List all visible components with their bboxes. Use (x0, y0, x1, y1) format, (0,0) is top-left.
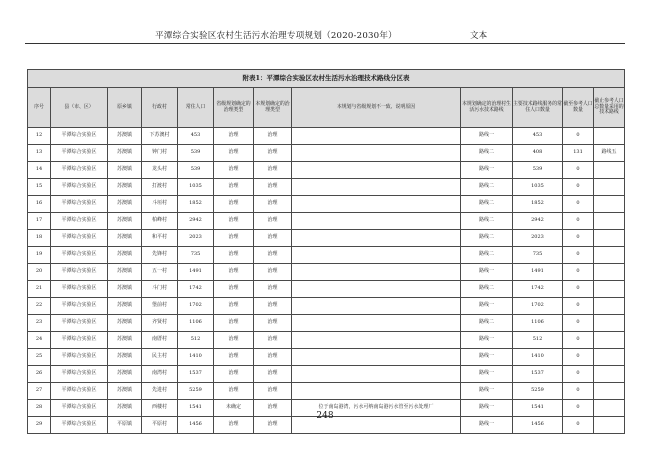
cell-population: 2023 (178, 230, 214, 247)
cell-reference-route (594, 230, 625, 247)
cell-reason (292, 179, 461, 196)
cell-served-population: 2023 (513, 230, 563, 247)
cell-village: 打渡村 (142, 179, 178, 196)
technical-route-table (27, 69, 625, 434)
cell-reason (292, 162, 461, 179)
cell-township: 苏澳镇 (108, 247, 142, 264)
cell-served-population: 1742 (513, 281, 563, 298)
cell-township: 苏澳镇 (108, 179, 142, 196)
table-row (28, 281, 625, 298)
cell-population: 539 (178, 162, 214, 179)
cell-reference-route (594, 298, 625, 315)
cell-plan-type: 治理 (254, 366, 292, 383)
table-row (28, 298, 625, 315)
cell-plan-type: 治理 (254, 298, 292, 315)
cell-county: 平潭综合实验区 (51, 213, 108, 230)
cell-county: 平潭综合实验区 (51, 264, 108, 281)
cell-served-population: 408 (513, 145, 563, 162)
cell-population: 1035 (178, 179, 214, 196)
cell-township: 苏澳镇 (108, 162, 142, 179)
cell-reference-route (594, 196, 625, 213)
cell-village: 斗门村 (142, 281, 178, 298)
cell-population: 512 (178, 332, 214, 349)
cell-served-population: 1852 (513, 196, 563, 213)
cell-village: 堡前村 (142, 298, 178, 315)
cell-village: 齐贤村 (142, 315, 178, 332)
cell-township: 苏澳镇 (108, 230, 142, 247)
cell-route: 路线一 (461, 400, 513, 417)
cell-reference-population: 0 (563, 298, 594, 315)
cell-served-population: 1541 (513, 400, 563, 417)
cell-route: 路线一 (461, 349, 513, 366)
cell-village: 西楼村 (142, 400, 178, 417)
cell-township: 苏澳镇 (108, 366, 142, 383)
cell-route: 路线一 (461, 162, 513, 179)
cell-route: 路线二 (461, 179, 513, 196)
cell-reference-population: 0 (563, 264, 594, 281)
cell-plan-type: 治理 (254, 213, 292, 230)
cell-index: 21 (28, 281, 51, 298)
cell-township: 苏澳镇 (108, 145, 142, 162)
cell-index: 16 (28, 196, 51, 213)
cell-county: 平潭综合实验区 (51, 128, 108, 145)
table-row (28, 196, 625, 213)
cell-village: 民主村 (142, 349, 178, 366)
cell-township: 苏澳镇 (108, 213, 142, 230)
cell-index: 27 (28, 383, 51, 400)
cell-provincial-type: 未确定 (214, 400, 254, 417)
document-header-label: 文本 (470, 31, 488, 41)
cell-reference-route (594, 366, 625, 383)
cell-reason (292, 230, 461, 247)
cell-village: 斗垣村 (142, 196, 178, 213)
cell-route: 路线一 (461, 128, 513, 145)
table-row (28, 213, 625, 230)
cell-county: 平潭综合实验区 (51, 196, 108, 213)
cell-county: 平潭综合实验区 (51, 400, 108, 417)
cell-population: 5259 (178, 383, 214, 400)
cell-reason (292, 196, 461, 213)
cell-index: 13 (28, 145, 51, 162)
cell-route: 路线一 (461, 383, 513, 400)
cell-population: 1491 (178, 264, 214, 281)
cell-reason (292, 128, 461, 145)
col-header-plan-type: 本规划确定的治理类型 (254, 88, 292, 128)
cell-county: 平潭综合实验区 (51, 366, 108, 383)
cell-reference-population: 0 (563, 417, 594, 434)
cell-index: 23 (28, 315, 51, 332)
table-row (28, 383, 625, 400)
cell-village: 南厝村 (142, 332, 178, 349)
cell-route: 路线一 (461, 264, 513, 281)
table-row (28, 162, 625, 179)
cell-provincial-type: 治理 (214, 315, 254, 332)
cell-index: 14 (28, 162, 51, 179)
cell-served-population: 453 (513, 128, 563, 145)
cell-provincial-type: 治理 (214, 349, 254, 366)
cell-village: 柏峰村 (142, 213, 178, 230)
cell-village: 下苏澳村 (142, 128, 178, 145)
cell-reference-route (594, 349, 625, 366)
cell-plan-type: 治理 (254, 196, 292, 213)
col-header-route: 本规划确定的治理村生活污水技术路线 (461, 88, 513, 128)
cell-reason (292, 247, 461, 264)
cell-population: 1541 (178, 400, 214, 417)
cell-population: 1410 (178, 349, 214, 366)
cell-reason (292, 315, 461, 332)
cell-reference-population: 0 (563, 383, 594, 400)
cell-served-population: 1106 (513, 315, 563, 332)
cell-county: 平潭综合实验区 (51, 179, 108, 196)
cell-reference-population: 0 (563, 128, 594, 145)
cell-village: 和平村 (142, 230, 178, 247)
cell-population: 1537 (178, 366, 214, 383)
cell-township: 苏澳镇 (108, 128, 142, 145)
cell-county: 平潭综合实验区 (51, 349, 108, 366)
cell-plan-type: 治理 (254, 247, 292, 264)
cell-plan-type: 治理 (254, 145, 292, 162)
cell-population: 1702 (178, 298, 214, 315)
cell-reference-population: 0 (563, 162, 594, 179)
cell-plan-type: 治理 (254, 400, 292, 417)
cell-reference-population: 0 (563, 400, 594, 417)
document-header-title: 平潭综合实验区农村生活污水治理专项规划（2020-2030年） (155, 31, 397, 41)
cell-index: 17 (28, 213, 51, 230)
cell-township: 苏澳镇 (108, 400, 142, 417)
cell-reference-population: 0 (563, 196, 594, 213)
cell-provincial-type: 治理 (214, 383, 254, 400)
col-header-population: 常住人口 (178, 88, 214, 128)
header-rule (25, 43, 625, 44)
table-row (28, 247, 625, 264)
cell-plan-type: 治理 (254, 349, 292, 366)
cell-provincial-type: 治理 (214, 281, 254, 298)
cell-served-population: 735 (513, 247, 563, 264)
cell-county: 平潭综合实验区 (51, 315, 108, 332)
cell-index: 20 (28, 264, 51, 281)
cell-reference-population: 0 (563, 281, 594, 298)
cell-reference-population: 131 (563, 145, 594, 162)
cell-route: 路线一 (461, 417, 513, 434)
cell-provincial-type: 治理 (214, 145, 254, 162)
cell-served-population: 1491 (513, 264, 563, 281)
cell-route: 路线二 (461, 247, 513, 264)
cell-route: 路线二 (461, 196, 513, 213)
cell-reference-route (594, 383, 625, 400)
table-row (28, 366, 625, 383)
cell-village: 平原村 (142, 417, 178, 434)
cell-provincial-type: 治理 (214, 128, 254, 145)
cell-reference-route (594, 247, 625, 264)
cell-township: 苏澳镇 (108, 315, 142, 332)
cell-provincial-type: 治理 (214, 179, 254, 196)
cell-county: 平潭综合实验区 (51, 332, 108, 349)
cell-provincial-type: 治理 (214, 417, 254, 434)
col-header-provincial-type: 省级规划确定的治理类型 (214, 88, 254, 128)
col-header-reason: 本规划与省级规划不一致、说明原因 (292, 88, 461, 128)
cell-reference-population: 0 (563, 247, 594, 264)
table-row (28, 230, 625, 247)
cell-provincial-type: 治理 (214, 247, 254, 264)
cell-population: 453 (178, 128, 214, 145)
cell-reference-population: 0 (563, 315, 594, 332)
cell-population: 735 (178, 247, 214, 264)
cell-reference-population: 0 (563, 230, 594, 247)
cell-reference-route: 路线五 (594, 145, 625, 162)
cell-served-population: 1456 (513, 417, 563, 434)
cell-township: 苏澳镇 (108, 196, 142, 213)
cell-provincial-type: 治理 (214, 213, 254, 230)
cell-index: 24 (28, 332, 51, 349)
cell-index: 19 (28, 247, 51, 264)
cell-reason (292, 383, 461, 400)
cell-township: 苏澳镇 (108, 349, 142, 366)
cell-population: 1742 (178, 281, 214, 298)
table-row (28, 332, 625, 349)
cell-county: 平潭综合实验区 (51, 281, 108, 298)
cell-population: 2942 (178, 213, 214, 230)
cell-village: 五一村 (142, 264, 178, 281)
cell-reference-route (594, 128, 625, 145)
cell-village: 南湾村 (142, 366, 178, 383)
col-header-index: 序号 (28, 88, 51, 128)
cell-reference-route (594, 281, 625, 298)
cell-plan-type: 治理 (254, 264, 292, 281)
cell-served-population: 539 (513, 162, 563, 179)
cell-served-population: 1035 (513, 179, 563, 196)
cell-plan-type: 治理 (254, 128, 292, 145)
cell-reason (292, 349, 461, 366)
cell-route: 路线二 (461, 213, 513, 230)
cell-route: 路线一 (461, 366, 513, 383)
cell-plan-type: 治理 (254, 417, 292, 434)
cell-reference-route (594, 179, 625, 196)
cell-served-population: 2942 (513, 213, 563, 230)
cell-provincial-type: 治理 (214, 264, 254, 281)
cell-reference-population: 0 (563, 213, 594, 230)
cell-population: 539 (178, 145, 214, 162)
cell-reference-route (594, 315, 625, 332)
col-header-served-population: 主要技术路线服务的常住人口数量 (513, 88, 563, 128)
page-number: 248 (316, 411, 334, 421)
cell-index: 18 (28, 230, 51, 247)
cell-county: 平潭综合实验区 (51, 417, 108, 434)
cell-reference-population: 0 (563, 332, 594, 349)
cell-township: 平原镇 (108, 417, 142, 434)
cell-index: 22 (28, 298, 51, 315)
col-header-township: 原乡镇 (108, 88, 142, 128)
cell-index: 12 (28, 128, 51, 145)
cell-provincial-type: 治理 (214, 332, 254, 349)
cell-provincial-type: 治理 (214, 366, 254, 383)
cell-reference-route (594, 332, 625, 349)
cell-plan-type: 治理 (254, 162, 292, 179)
table-row (28, 264, 625, 281)
cell-served-population: 1702 (513, 298, 563, 315)
cell-reason (292, 366, 461, 383)
col-header-reference-population: 截至参考人口数量 (563, 88, 594, 128)
cell-plan-type: 治理 (254, 230, 292, 247)
cell-village: 先进村 (142, 383, 178, 400)
table-caption: 附表1：平潭综合实验区农村生活污水治理技术路线分区表 (28, 70, 625, 88)
table-row (28, 145, 625, 162)
cell-index: 15 (28, 179, 51, 196)
cell-township: 苏澳镇 (108, 281, 142, 298)
table-row (28, 315, 625, 332)
cell-reason (292, 298, 461, 315)
cell-village: 龙头村 (142, 162, 178, 179)
table-row (28, 179, 625, 196)
cell-reference-route (594, 213, 625, 230)
cell-reference-population: 0 (563, 349, 594, 366)
cell-population: 1456 (178, 417, 214, 434)
cell-reason (292, 281, 461, 298)
cell-village: 钟门村 (142, 145, 178, 162)
cell-county: 平潭综合实验区 (51, 162, 108, 179)
cell-index: 29 (28, 417, 51, 434)
cell-provincial-type: 治理 (214, 162, 254, 179)
cell-county: 平潭综合实验区 (51, 230, 108, 247)
col-header-county: 县（市、区） (51, 88, 108, 128)
cell-served-population: 512 (513, 332, 563, 349)
cell-served-population: 5259 (513, 383, 563, 400)
cell-reason (292, 145, 461, 162)
cell-population: 1106 (178, 315, 214, 332)
cell-county: 平潭综合实验区 (51, 247, 108, 264)
cell-route: 路线一 (461, 298, 513, 315)
cell-served-population: 1537 (513, 366, 563, 383)
cell-reference-population: 0 (563, 179, 594, 196)
cell-population: 1852 (178, 196, 214, 213)
table-row (28, 349, 625, 366)
cell-plan-type: 治理 (254, 179, 292, 196)
cell-reference-population: 0 (563, 366, 594, 383)
cell-reason: 位于南岛港湾，污水可纳南岛港污水管至污水处理厂 (292, 400, 461, 417)
cell-reference-route (594, 264, 625, 281)
cell-provincial-type: 治理 (214, 298, 254, 315)
cell-index: 25 (28, 349, 51, 366)
cell-reference-route (594, 162, 625, 179)
cell-plan-type: 治理 (254, 383, 292, 400)
cell-township: 苏澳镇 (108, 332, 142, 349)
table-row (28, 128, 625, 145)
cell-index: 26 (28, 366, 51, 383)
cell-provincial-type: 治理 (214, 230, 254, 247)
cell-plan-type: 治理 (254, 281, 292, 298)
cell-township: 苏澳镇 (108, 298, 142, 315)
col-header-village: 行政村 (142, 88, 178, 128)
table-header-row (28, 88, 625, 128)
cell-county: 平潭综合实验区 (51, 145, 108, 162)
cell-plan-type: 治理 (254, 315, 292, 332)
cell-served-population: 1410 (513, 349, 563, 366)
cell-village: 先锋村 (142, 247, 178, 264)
cell-index: 28 (28, 400, 51, 417)
cell-route: 路线二 (461, 145, 513, 162)
cell-reason (292, 332, 461, 349)
col-header-reference-route: 截止参考人口总数量采用的技术路线 (594, 88, 625, 128)
cell-township: 苏澳镇 (108, 264, 142, 281)
cell-county: 平潭综合实验区 (51, 383, 108, 400)
cell-reason (292, 264, 461, 281)
cell-township: 苏澳镇 (108, 383, 142, 400)
cell-route: 路线二 (461, 315, 513, 332)
cell-route: 路线二 (461, 230, 513, 247)
cell-county: 平潭综合实验区 (51, 298, 108, 315)
cell-plan-type: 治理 (254, 332, 292, 349)
cell-route: 路线二 (461, 281, 513, 298)
cell-reason (292, 213, 461, 230)
cell-route: 路线一 (461, 332, 513, 349)
cell-provincial-type: 治理 (214, 196, 254, 213)
